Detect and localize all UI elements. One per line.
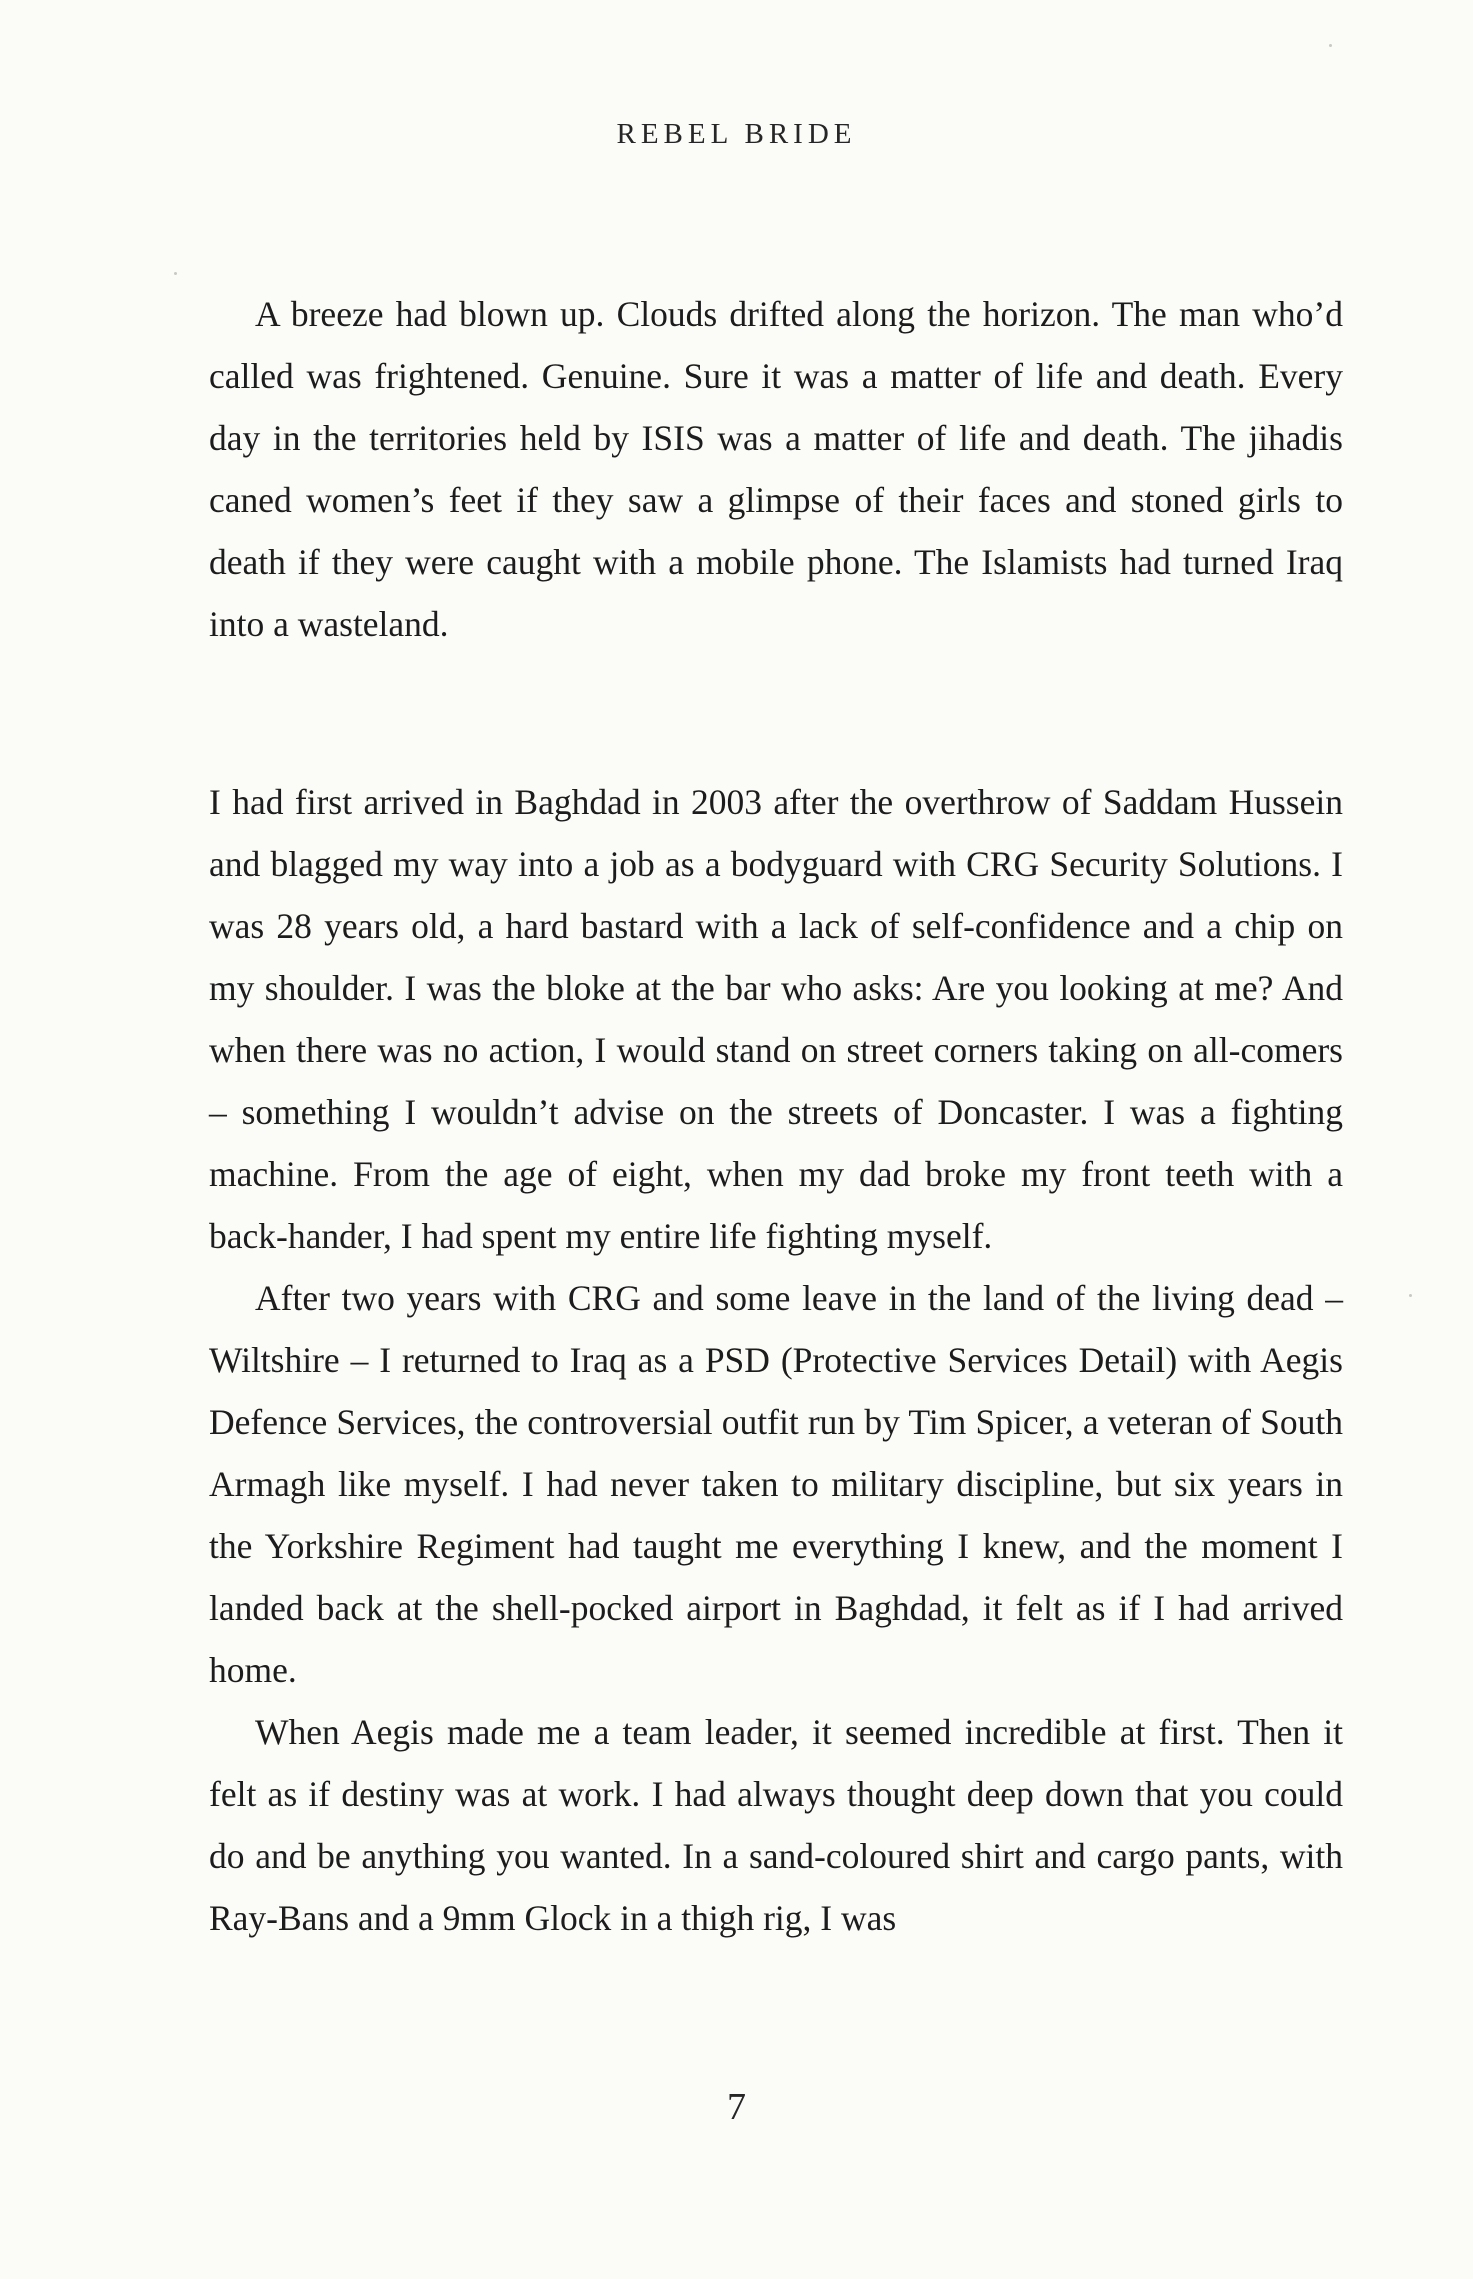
paper-speck <box>1409 1294 1412 1297</box>
paragraph: After two years with CRG and some leave in the land of the living dead – Wiltshire – I returned to Iraq as a PSD (Protective Services Detail) with Aegis Defence Services, the controversial outfit run by Tim Spicer, a veteran of South Armagh like myself. I had never taken to military discipline, but six years in the Yorkshire Regiment had taught me everything I knew, and the moment I landed back at the shell-pocked airport in Baghdad, it felt as if I had arrived home. <box>209 1278 1343 1690</box>
text-section-2 <box>209 771 1343 1949</box>
paper-speck <box>174 272 177 275</box>
paragraph: When Aegis made me a team leader, it seemed incredible at first. Then it felt as if destiny was at work. I had always thought deep down that you could do and be anything you wanted. In a sand-coloured shirt and cargo pants, with Ray-Bans and a 9mm Glock in a thigh rig, I was <box>209 1712 1343 1938</box>
text-section-1 <box>209 283 1343 655</box>
paragraph: I had first arrived in Baghdad in 2003 after the overthrow of Saddam Hussein and blagged my way into a job as a bodyguard with CRG Security Solutions. I was 28 years old, a hard bastard with a lack of self-confidence and a chip on my shoulder. I was the bloke at the bar who asks: Are you looking at me? And when there was no action, I would stand on street corners taking on all-comers – something I wouldn’t advise on the streets of Doncaster. I was a fighting machine. From the age of eight, when my dad broke my front teeth with a back-hander, I had spent my entire life fighting myself. <box>209 782 1343 1256</box>
paper-speck <box>1329 44 1332 47</box>
page-number: 7 <box>727 2086 746 2128</box>
running-head: REBEL BRIDE <box>616 118 857 150</box>
paragraph: A breeze had blown up. Clouds drifted along the horizon. The man who’d called was frightened. Genuine. Sure it was a matter of life and death. Every day in the territories held by ISIS was a matter of life and death. The jihadis caned women’s feet if they saw a glimpse of their faces and stoned girls to death if they were caught with a mobile phone. The Islamists had turned Iraq into a wasteland. <box>209 294 1343 644</box>
